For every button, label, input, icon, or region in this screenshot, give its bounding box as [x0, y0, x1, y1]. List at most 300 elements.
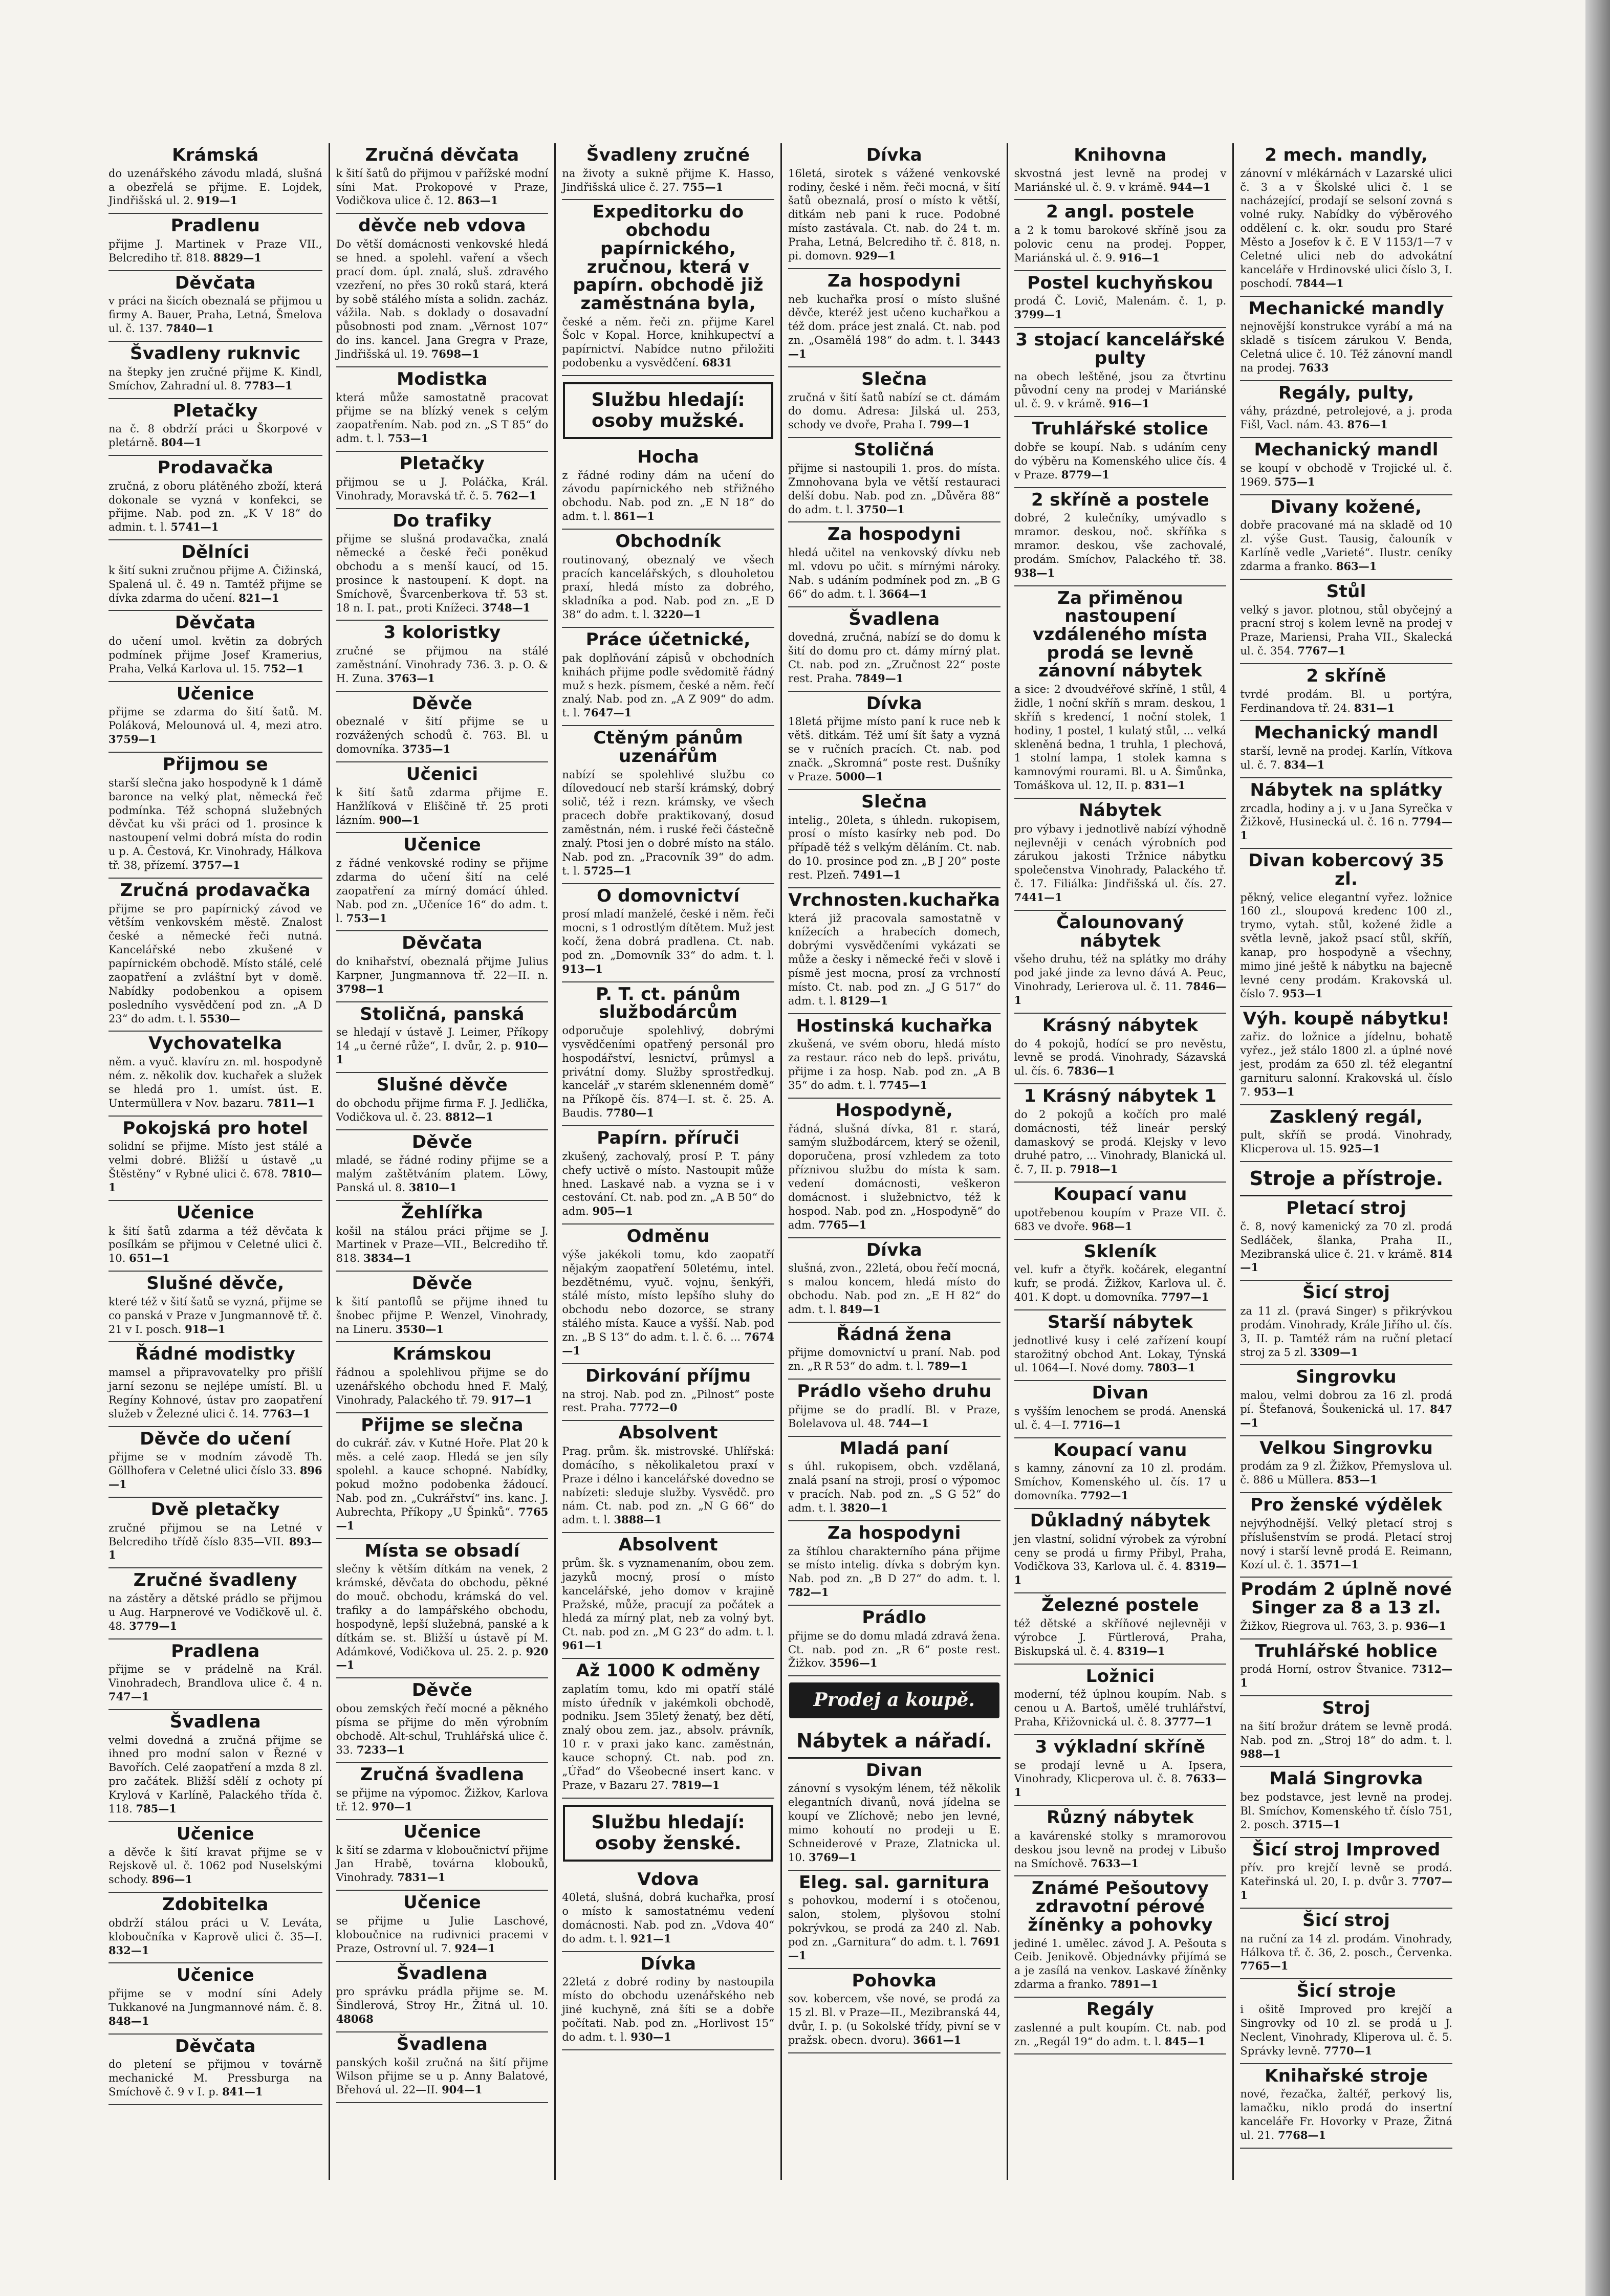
ad-body: přív. pro krejčí levně se prodá. Kateřinská ul. 20, I. p. dvůr 3. [1240, 1862, 1452, 1888]
ad-title: Vychovatelka [148, 1033, 282, 1054]
ad-reference-number: 831—1 [1354, 701, 1395, 714]
ad-text [562, 1388, 774, 1415]
ad-text [1240, 1861, 1452, 1903]
ad-reference-number: 876—1 [1347, 418, 1388, 431]
classified-ad [1240, 1196, 1452, 1281]
ad-reference-number: 970—1 [372, 1800, 412, 1813]
ad-body: nejnovější konstrukce vyrábí a má na skladě s tisícem zárukou V. Benda, Celetná ulice č. 10. Též zánovní mandl na prodej. [1240, 320, 1452, 374]
ad-body: solidní se přijme. Místo jest stálé a velmi dobré. Bližší u ústavě „u Štěstěny“ v Rybné ulici č. 678. [108, 1140, 322, 1180]
ad-body: se přijme na výpomoc. Žižkov, Karlova tř. 12. [336, 1787, 549, 1813]
ad-body: do 2 pokojů a kočích pro malé domácnosti, též lineár perský damaskový se prodá. Klejsky v levo druhé patro, ... Vinohrady, Blanická ul. č. 7, II. p. [1014, 1108, 1227, 1176]
ad-title: Starší nábytek [1048, 1311, 1193, 1332]
classified-ad [1014, 1381, 1227, 1438]
classified-ad [1240, 778, 1452, 849]
ad-reference-number: 7767—1 [1297, 644, 1346, 658]
ad-text [788, 1782, 1000, 1864]
classified-ad [1240, 1578, 1452, 1639]
ad-body: zručné se přijmou na stálé zaměstnání. Vinohrady 736. 3. p. O. & H. Zuna. [336, 645, 549, 685]
ad-reference-number: 896—1 [108, 1464, 322, 1491]
classified-ad [1240, 1909, 1452, 1979]
ad-title: Regály, pulty, [1278, 382, 1415, 403]
ad-reference-number: 848—1 [108, 2014, 149, 2027]
classified-ad [336, 2032, 549, 2103]
classified-ad [336, 1678, 549, 1763]
classified-ad [336, 931, 549, 1002]
ad-body: 40letá, slušná, dobrá kuchařka, prosí o místo k samostatnému vedení domácnosti. Nab. pod zn. „Vdova 40“ do adm. t. l. [562, 1891, 774, 1945]
ad-text [1240, 320, 1452, 375]
ad-reference-number: 3820—1 [840, 1501, 888, 1514]
ad-reference-number: 845—1 [1165, 2035, 1206, 2048]
ad-text [562, 907, 774, 976]
classified-ad [1014, 1183, 1227, 1239]
ad-title: 2 mech. mandly, [1265, 145, 1428, 165]
ad-title: Šicí stroj [1302, 1910, 1390, 1931]
ad-title: 3 koloristky [383, 622, 501, 643]
classified-ad [108, 143, 322, 214]
ad-body: zánovní v mlékárnách v Lazarské ulici č. 3 a v Školské ulici č. 1 se nacházející, prodají se selsoní zovná s volné ruky. Nabídky do výběrového oddělení c. k. okr. soudu pro Staré Město a Josefov k č. E V 1153/1—7 v Celetné ulici neb do advokátní kanceláře v Hrdinovské ulici číslo 3, I. poschodí. [1240, 167, 1452, 290]
ad-reference-number: 953—1 [1254, 1085, 1295, 1098]
classified-ad [108, 753, 322, 879]
classified-ad [788, 692, 1000, 790]
classified-ad [562, 1533, 774, 1659]
classified-ad [108, 1963, 322, 2034]
ad-title: Mechanický mandl [1254, 723, 1439, 744]
ad-reference-number: 925—1 [1339, 1142, 1380, 1155]
classified-ad [1240, 1767, 1452, 1838]
ad-text [1014, 167, 1227, 194]
ad-reference-number: 7312—1 [1240, 1663, 1452, 1690]
ad-title: Švadleny ruknvic [130, 343, 301, 364]
ad-column-1 [102, 143, 329, 2180]
ad-title: Zručná děvčata [365, 145, 519, 165]
page-edge-shadow [1585, 0, 1610, 2296]
ad-reference-number: 920—1 [336, 1645, 549, 1672]
ad-text [1240, 1030, 1452, 1099]
ad-text [1240, 404, 1452, 432]
classified-ad [788, 269, 1000, 367]
ad-title: Za přiměnou nastoupení vzdáleného místa prodá se levně zánovní nábytek [1033, 587, 1208, 682]
ad-text [788, 1460, 1000, 1515]
classified-ad [1014, 1998, 1227, 2054]
classified-ad [1014, 488, 1227, 586]
classified-ad [108, 1201, 322, 1272]
ad-body: zkušený, zachovalý, prosí P. T. pány chefy uctivě o místo. Nastoupit může hned. Laskavé nab. a vyzna se i v cestování. Ct. nab. pod zn. „A B 50“ do adm. [562, 1150, 774, 1218]
ad-text [336, 857, 549, 925]
ad-title: Slušné děvče [376, 1075, 508, 1096]
classified-ad [1014, 200, 1227, 271]
ad-reference-number: 821—1 [238, 591, 279, 604]
ad-reference-number: 804—1 [161, 436, 202, 449]
ad-title: Zručné švadleny [133, 1570, 297, 1591]
ad-title: Učenice [176, 1965, 254, 1986]
ad-title: Modistka [397, 368, 488, 389]
ad-text [1240, 462, 1452, 489]
ad-body: košil na stálou práci přijme se J. Martinek v Praze—VII., Belcrediho tř. 818. [336, 1224, 549, 1265]
ad-body: na stroj. Nab. pod zn. „Pilnost“ poste rest. Praha. [562, 1388, 774, 1414]
ad-text [336, 532, 549, 615]
ad-reference-number: 863—1 [1336, 559, 1377, 573]
ad-text [1240, 1304, 1452, 1360]
ad-body: k šití se zdarma v kloboučnictví přijme Jan Hrabě, továrna klobouků, Vinohrady. [336, 1844, 549, 1884]
classified-ad [336, 143, 549, 214]
ad-text [788, 462, 1000, 517]
ad-body: nové, řezačka, žaltéř, perkový lis, lamačku, niklo prodá do insertní kanceláře Fr. Hovorky v Praze, Žitná ul. 21. [1240, 2088, 1452, 2141]
ad-body: 18letá přijme místo paní k ruce neb k větš. ditkám. Též umí šít šaty a vyzná se v ručních pracích. Ct. nab. pod značk. „Skromná“ poste rest. Dušníky v Praze. [788, 715, 1000, 783]
ad-text [336, 1366, 549, 1407]
classified-ad [788, 1380, 1000, 1436]
ad-reference-number: 3750—1 [856, 502, 905, 516]
ad-title: Eleg. sal. garnitura [798, 1872, 990, 1893]
ad-title: Prádlo [862, 1607, 927, 1628]
ad-body: upotřebenou koupím v Praze VII. č. 683 ve dvoře. [1014, 1206, 1227, 1233]
ad-body: na ruční za 14 zl. prodám. Vinohrady, Hálkova tř. č. 36, 2. posch., Červenka. [1240, 1932, 1452, 1959]
ad-reference-number: 7811—1 [267, 1096, 315, 1109]
ad-body: prosí mladí manželé, české i něm. řeči mocni, s 1 odrostlým dítětem. Muž jest kočí, žena dobrá pradlena. Ct. nab. pod zn. „Domovník 33“ do adm. t. l. [562, 908, 774, 961]
ad-body: moderní, též úplnou koupím. Nab. s cenou u A. Bartoš, umělé truhlářství, Praha, Křižovnická ul. č. 8. [1014, 1688, 1227, 1728]
ad-title: Slušné děvče, [146, 1273, 285, 1294]
classified-ad [562, 884, 774, 982]
ad-text [108, 1592, 322, 1633]
ad-reference-number: 3777—1 [1164, 1715, 1213, 1728]
classified-ad [336, 509, 549, 621]
ad-reference-number: 896—1 [151, 1873, 193, 1886]
classified-ad [1014, 328, 1227, 417]
ad-body: přijme se do pradlí. Bl. v Praze, Bolelavova ul. 48. [788, 1403, 1000, 1430]
ad-body: které též v šití šatů se vyzná, přijme se co panská v Praze v Jungmannově tř. č. 21 v I. posch. [108, 1295, 322, 1336]
classified-ad [562, 726, 774, 884]
classified-ad [1014, 1014, 1227, 1084]
ad-body: bez podstavce, jest levně na prodej. Bl. Smíchov, Komenského tř. číslo 751, 2. posch. [1240, 1791, 1452, 1831]
classified-ad [1014, 1735, 1227, 1806]
ad-body: se koupí v obchodě v Trojické ul. č. 1969. [1240, 462, 1452, 488]
classified-ad [336, 1002, 549, 1073]
classified-ad [788, 1606, 1000, 1676]
ad-body: k šití šatů zdarma přijme E. Hanžlíková v Eliščině tř. 25 proti lázním. [336, 786, 549, 826]
ad-reference-number: 3748—1 [482, 601, 531, 614]
ad-text [1014, 1108, 1227, 1176]
classified-ad [108, 1639, 322, 1710]
ad-text [336, 1985, 549, 2026]
ad-title: 1 Krásný nábytek 1 [1024, 1086, 1217, 1107]
ad-title: Dívka [866, 693, 922, 714]
classified-ad [1014, 586, 1227, 799]
ad-text [562, 1248, 774, 1358]
ad-title: Učenice [403, 1821, 481, 1842]
ad-body: jediné 1. umělec. závod J. A. Pešouta s Ceib. Jenikově. Objednávky přijímá se a je zasílá na venkov. Laskavé žíněnky zdarma a franko. [1014, 1937, 1227, 1991]
ad-title: Koupací vanu [1053, 1184, 1187, 1205]
ad-body: hledá učitel na venkovský dívku neb ml. vdovu po učit. s mírnými nároky. Nab. s udáním podmínek pod zn. „B G 66“ do adm. t. l. [788, 546, 1000, 600]
ad-body: zánovní s vysokým lénem, též několik elegantních divanů, nová jídelna se koupí ve Zlíchově; nebo jen levné, mimo kohoutí no prodeji u E. Schneiderové v Praze, Zlatnicka ul. 10. [788, 1782, 1000, 1864]
ad-body: řádnou a spolehlivou přijme se do uzenářského obchodu hned F. Malý, Vinohrady, Palackého tř. 79. [336, 1366, 549, 1406]
ad-reference-number: 988—1 [1240, 1747, 1281, 1760]
ad-reference-number: 755—1 [682, 180, 724, 193]
ad-reference-number: 3220—1 [653, 608, 702, 621]
ad-title: Výh. koupě nábytku! [1243, 1008, 1450, 1029]
ad-reference-number: 7794—1 [1240, 815, 1452, 842]
ad-reference-number: 7810—1 [108, 1167, 322, 1194]
ad-text [1240, 745, 1452, 772]
ad-reference-number: 847—1 [1240, 1403, 1452, 1429]
ad-body: s kamny, zánovní za 10 zl. prodám. Smíchov, Komenského ul. čís. 17 u domovníka. [1014, 1462, 1227, 1502]
ad-title: Krámská [172, 145, 259, 165]
classified-ad [1014, 1310, 1227, 1381]
ad-body: jen vlastní, solidní výrobek za výrobní ceny se prodá u firmy Přibyl, Praha, Vodičkova 33, Karlova ul. č. 4. [1014, 1533, 1227, 1573]
classified-ad [108, 879, 322, 1032]
ad-title: Učenice [176, 683, 254, 704]
ad-text [336, 1153, 549, 1195]
ad-title: Šicí stroje [1296, 1981, 1396, 2002]
ad-text [788, 1894, 1000, 1962]
classified-ad [336, 1820, 549, 1891]
ad-reference-number: 3735—1 [402, 742, 451, 756]
ad-reference-number: 3757—1 [192, 859, 241, 871]
ad-body: dobré, 2 kulečníky, umývadlo s mramor. deskou, noč. skříňka s mramor. deskou, vše zachovalé, prodám. Smíchov, Palackého tř. 38. [1014, 512, 1227, 565]
section-box-heading: Službu hledají: osoby ženské. [563, 1805, 773, 1862]
ad-body: starší, levně na prodej. Karlín, Vítkova ul. č. 7. [1240, 745, 1452, 771]
classified-ad [562, 1126, 774, 1224]
ad-body: za štíhlou charakterního pána přijme se místo intelig. dívka s dobrým kyn. Nab. pod zn. „B D 27“ do adm. t. l. [788, 1545, 1000, 1585]
ad-title: Ložnici [1085, 1666, 1155, 1687]
ad-reference-number: 938—1 [1014, 566, 1055, 579]
ad-title: Přijmou se [162, 754, 268, 775]
ad-body: pro správku prádla přijme se. M. Šindlerová, Stroy Hr., Žitná ul. 10. [336, 1985, 549, 2012]
ad-title: Malá Singrovka [1269, 1768, 1423, 1789]
classified-ad [108, 214, 322, 271]
ad-text [1014, 683, 1227, 793]
ad-text [336, 1844, 549, 1885]
ad-body: prodám za 9 zl. Žižkov, Přemyslova ul. č. 886 u Müllera. [1240, 1460, 1452, 1486]
ad-title: Slečna [861, 368, 927, 389]
section-box-heading: Prodej a koupě. [789, 1682, 999, 1718]
ad-body: do obchodu přijme firma F. J. Jedlička, Vodičkova ul. č. 23. [336, 1097, 549, 1123]
ad-text [562, 1024, 774, 1120]
ad-title: děvče neb vdova [358, 215, 526, 236]
classified-ad [1014, 1806, 1227, 1876]
ad-text [562, 469, 774, 524]
ad-text [1240, 2087, 1452, 2142]
ad-text [788, 912, 1000, 1008]
ad-body: přijmou se u J. Poláčka, Král. Vinohrady, Moravská tř. č. 5. [336, 475, 549, 502]
ad-text [1014, 1617, 1227, 1658]
ad-title: Přijme se slečna [361, 1414, 524, 1435]
ad-text [336, 1224, 549, 1266]
ad-text [336, 1702, 549, 1757]
ad-body: skvostná jest levně na prodej v Mariánské ul. č. 9. v krámě. [1014, 167, 1227, 193]
ad-reference-number: 930—1 [630, 2030, 671, 2043]
ad-title: Místa se obsadí [364, 1540, 520, 1561]
ad-title: Za hospodyni [827, 524, 961, 545]
ad-reference-number: 7633 [1298, 361, 1329, 374]
ad-reference-number: 747—1 [108, 1690, 149, 1703]
ad-title: 3 výkladní skříně [1035, 1736, 1206, 1757]
ad-reference-number: 905—1 [592, 1205, 634, 1218]
ad-text [108, 479, 322, 535]
ad-text [1014, 1405, 1227, 1432]
ad-body: z řádné rodiny dám na učení do závodu papírnického neb střižného obchodu. Nab. pod zn. „E N 18“ do adm. t. l. [562, 469, 774, 523]
ad-reference-number: 3759—1 [108, 733, 157, 746]
classified-ad [562, 1952, 774, 2050]
ad-title: Za hospodyni [827, 1522, 961, 1543]
ad-title: Učenice [176, 1202, 254, 1223]
ad-text [1240, 1517, 1452, 1572]
classified-ad [336, 1073, 549, 1130]
ad-title: Koupací vanu [1053, 1439, 1187, 1460]
classified-ad [1014, 799, 1227, 911]
ad-text [108, 1663, 322, 1704]
ad-title: Děvčata [175, 2036, 256, 2057]
ad-reference-number: 7918—1 [1070, 1163, 1118, 1176]
ad-reference-number: 7765—1 [818, 1218, 867, 1231]
ad-reference-number: 7846—1 [1014, 980, 1227, 1007]
ad-body: dovedná, zručná, nabízí se do domu k šití do domu pro ct. dámy mírný plat. Ct. nab. pod zn. „Zručnost 22“ poste rest. Praha. [788, 631, 1000, 685]
ad-text [108, 365, 322, 393]
ad-reference-number: 961—1 [562, 1639, 603, 1652]
ad-reference-number: 929—1 [855, 249, 896, 262]
ad-title: Divan kobercový 35 zl. [1248, 850, 1444, 889]
ad-reference-number: 7765—1 [1240, 1959, 1289, 1973]
ad-title: Děvče [411, 1680, 473, 1701]
classified-ad [1240, 1979, 1452, 2064]
ad-title: Stroj [1322, 1698, 1370, 1719]
ad-reference-number: 5741—1 [170, 520, 219, 534]
ad-reference-number: 924—1 [454, 1941, 495, 1955]
ad-body: na zástěry a dětské prádlo se přijmou u Aug. Harpnerové ve Vodičkově ul. č. 48. [108, 1592, 322, 1632]
ad-reference-number: 921—1 [630, 1932, 671, 1945]
ad-title: Pro ženské výdělek [1250, 1495, 1443, 1516]
ad-text [1240, 2003, 1452, 2058]
ad-body: vel. kufr a čtyřk. kočárek, elegantní kufr, se prodá. Žižkov, Karlova ul. č. 401. K dopt. u domovníka. [1014, 1263, 1227, 1304]
ad-text [1240, 603, 1452, 659]
classified-ad [1240, 721, 1452, 778]
classified-ad [108, 540, 322, 611]
ad-title: Důkladný nábytek [1030, 1511, 1211, 1531]
ad-text [108, 776, 322, 872]
ad-body: dobře pracované má na skladě od 10 zl. výše Gust. Tausig, čalouník v Karlíně vedle „Varieté“. Ilustr. ceníky zdarma a franko. [1240, 519, 1452, 573]
classified-ad [562, 1421, 774, 1533]
ad-text [788, 167, 1000, 263]
ad-title: Vdova [637, 1869, 699, 1890]
classified-ad [1014, 1438, 1227, 1509]
ad-reference-number: 3661—1 [913, 2033, 962, 2047]
ad-reference-number: 6831 [702, 356, 732, 369]
ad-reference-number: 752—1 [263, 662, 304, 675]
ad-body: něm. a vyuč. klavíru zn. ml. hospodyně ném. z. několik dov. kuchařek a služek se hledá pro 1. umíst. úst. E. Untermüllera v Nov. bazaru. [108, 1056, 322, 1109]
classified-ad [1240, 1365, 1452, 1436]
ad-title: Učenice [403, 1892, 481, 1913]
ad-text [788, 1122, 1000, 1232]
ad-reference-number: 900—1 [379, 813, 420, 826]
classified-ad [336, 452, 549, 509]
section-heading: Stroje a přístroje. [1240, 1162, 1452, 1196]
classified-ad [1240, 1007, 1452, 1105]
ad-title: Knihařské stroje [1265, 2065, 1428, 2086]
ad-title: Papírn. příruči [597, 1128, 740, 1149]
ad-title: Pletací stroj [1286, 1198, 1406, 1219]
ad-body: která může samostatně pracovat přijme se na blízký venek s celým zaopatřením. Nab. pod zn. „S T 85“ do adm. t. l. [336, 391, 549, 445]
classified-ad [1014, 1876, 1227, 1998]
ad-text [108, 705, 322, 747]
ad-body: neb kuchařka prosí o místo slušné děvče, kteréž jest učeno kuchařkou a též dom. práce jest znalá. Ct. nab. pod zn. „Osamělá 198“ do adm. t. l. [788, 293, 1000, 347]
ad-reference-number: 968—1 [1092, 1219, 1133, 1233]
ad-title: Prodavačka [157, 457, 273, 478]
ad-text [108, 635, 322, 676]
ad-title: Truhlářské stolice [1032, 419, 1209, 440]
ad-text [336, 644, 549, 686]
ad-text [108, 1916, 322, 1958]
ad-text [336, 237, 549, 361]
ad-reference-number: 3530—1 [395, 1322, 444, 1336]
classified-ad [336, 1763, 549, 1820]
ad-reference-number: 7763—1 [262, 1407, 311, 1420]
ad-body: tvrdé prodám. Bl. u portýra, Ferdinandova tř. 24. [1240, 688, 1452, 714]
ad-title: Učenice [403, 835, 481, 856]
ad-body: panských košil zručná na šití přijme Wilson přijme se u p. Anny Balatové, Břehová ul. 22—II. [336, 2056, 549, 2096]
ad-body: slečny k větším dítkám na venek, 2 krámské, děvčata do obchodu, pěkné do mouč. obchodu, krámská do vel. trafiky a do lampářského obchodu, hospodyně, lepší služebná, panské a k dítkám se. st. Bližší u ústavě pí M. Adámkové, Vodičkova ul. 25. 2. p. [336, 1563, 549, 1658]
ad-title: Děvčata [402, 933, 483, 954]
ad-text [336, 2056, 549, 2097]
ad-reference-number: 841—1 [222, 2085, 263, 2098]
ad-body: váhy, prázdné, petrolejové, a j. proda Fišl, Vacl. nám. 43. [1240, 405, 1452, 431]
ad-reference-number: 8129—1 [840, 994, 888, 1007]
ad-reference-number: 904—1 [442, 2083, 483, 2096]
ad-title: Stůl [1326, 581, 1366, 602]
ad-title: P. T. ct. pánům službodárcům [596, 983, 741, 1023]
classified-ad [788, 438, 1000, 522]
ad-body: 16letá, sirotek s vážené venkovské rodiny, české i něm. řeči mocná, v šití šatů obeznalá, prosí o místo k větší, ditkám neb pani k ruce. Podobné místo zastávala. Ct. nab. do 24 t. m. Praha, Letná, Belcrediho tř. č. 818, n. pi. domovn. [788, 167, 1000, 262]
classified-ad [336, 1201, 549, 1272]
ad-text [336, 167, 549, 208]
ad-text [788, 814, 1000, 882]
classified-ad [1014, 1240, 1227, 1310]
ad-title: Za hospodyni [827, 270, 961, 291]
ad-text [788, 1037, 1000, 1092]
classified-ad [1014, 143, 1227, 200]
ad-body: přijme se zdarma do šití šatů. M. Poláková, Melounová ul. 4, mezi atro. [108, 706, 322, 732]
ad-body: Do větší domácnosti venkovské hledá se hned. a spolehl. vaření a všech prací dom. úpl. znalá, sluš. zdravého vzezření, no přes 30 roků stará, která by sobě stálého místa a solidn. zacház. vážila. Nab. s doklady o dosavadní působnosti pod znam. „Věrnost 107“ do ins. kancel. Jana Gregra v Praze, Jindřišská ul. 19. [336, 238, 549, 360]
classified-ad [1240, 1639, 1452, 1696]
ad-title: Zručná švadlena [360, 1764, 525, 1785]
classified-ad [1240, 849, 1452, 1007]
ad-text [336, 715, 549, 756]
ad-text [336, 1025, 549, 1067]
ad-text [1240, 1790, 1452, 1832]
ad-body: zařiz. do ložnice a jídelnu, bohatě vyřez., jež stálo 1800 zl. a úplné nové jest, prodám za 650 zl. též elegantní garnituru salonní. Krakovská ul. číslo 7. [1240, 1031, 1452, 1098]
ad-reference-number: 7792—1 [1080, 1489, 1129, 1502]
classified-ad [788, 1238, 1000, 1323]
classified-ad [1014, 1665, 1227, 1735]
classified-ad [1014, 1084, 1227, 1183]
ad-text [788, 1629, 1000, 1671]
ad-text [108, 1224, 322, 1266]
ad-text [336, 955, 549, 996]
ad-reference-number: 910—1 [336, 1039, 549, 1066]
classified-ad [108, 1568, 322, 1639]
ad-body: do pletení se přijmou v továrně mechanické M. Pressburga na Smíchově č. 9 v I. p. [108, 2058, 322, 2098]
ad-reference-number: 8319—1 [1014, 1560, 1227, 1587]
ad-reference-number: 7745—1 [879, 1079, 928, 1091]
ad-reference-number: 744—1 [888, 1416, 929, 1430]
ad-reference-number: 7797—1 [1161, 1291, 1209, 1304]
ad-column-3 [554, 143, 780, 2180]
ad-text [108, 564, 322, 605]
ad-reference-number: 785—1 [136, 1802, 177, 1815]
classified-ad [108, 1342, 322, 1427]
ad-title: Šicí stroj [1302, 1282, 1390, 1303]
ad-text [788, 293, 1000, 361]
ad-body: se přijme u Julie Laschové, kloboučnice na rudivnici pracemi v Praze, Ostrovní ul. 7. [336, 1914, 549, 1955]
classified-ad [1240, 438, 1452, 495]
ad-text [562, 1682, 774, 1792]
